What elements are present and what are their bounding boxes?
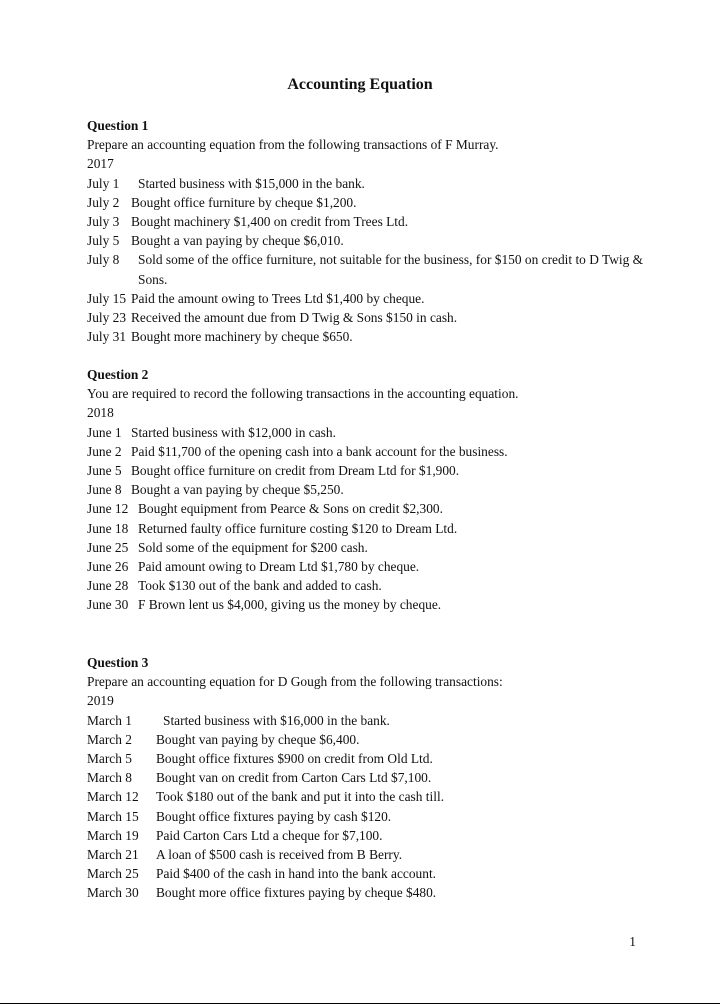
question-1-heading: Question 1 <box>87 118 149 133</box>
page-title: Accounting Equation <box>287 76 433 93</box>
transaction-row <box>87 845 647 864</box>
transaction-row <box>87 461 647 480</box>
transaction-date: June 25 <box>87 539 129 555</box>
transaction-row <box>87 212 647 231</box>
transaction-row <box>87 442 647 461</box>
question-3-year: 2019 <box>87 693 114 709</box>
transaction-row <box>87 480 647 499</box>
transaction-date: March 25 <box>87 866 139 882</box>
transaction-date: July 1 <box>87 175 120 191</box>
transaction-row <box>87 768 647 787</box>
transaction-date: June 12 <box>87 501 129 517</box>
transaction-date: June 1 <box>87 424 122 440</box>
transaction-description: Sold some of the office furniture, not suitable for the business, for $150 on credit to D Twig & Sons. <box>138 252 644 287</box>
question-2-heading: Question 2 <box>87 367 149 382</box>
transaction-row <box>87 595 647 614</box>
transaction-date: June 2 <box>87 443 122 459</box>
transaction-date: July 31 <box>87 329 127 345</box>
transaction-row <box>87 730 647 749</box>
transaction-description: Bought office furniture by cheque $1,200. <box>131 194 357 210</box>
transaction-description: Started business with $15,000 in the bank. <box>138 175 365 191</box>
transaction-row <box>87 826 647 845</box>
transaction-row <box>87 174 647 193</box>
transaction-date: June 28 <box>87 578 129 594</box>
transaction-date: June 5 <box>87 462 122 478</box>
question-2-year: 2018 <box>87 405 114 421</box>
transaction-description: Bought office fixtures paying by cash $120. <box>156 808 392 824</box>
transaction-description: Sold some of the equipment for $200 cash. <box>138 539 368 555</box>
transaction-description: Took $130 out of the bank and added to cash. <box>138 578 382 594</box>
transaction-row <box>87 883 647 902</box>
transaction-description: Bought office fixtures $900 on credit from Old Ltd. <box>156 750 433 766</box>
transaction-row <box>87 308 647 327</box>
transaction-row <box>87 231 647 250</box>
question-3-section <box>87 653 647 902</box>
transaction-description: Bought more machinery by cheque $650. <box>131 329 353 345</box>
transaction-date: June 26 <box>87 558 129 574</box>
transaction-date: March 19 <box>87 827 139 843</box>
transaction-description: Bought a van paying by cheque $5,250. <box>131 482 344 498</box>
transaction-row <box>87 193 647 212</box>
question-2-section <box>87 365 647 614</box>
transaction-date: March 21 <box>87 846 139 862</box>
transaction-row <box>87 807 647 826</box>
page-bottom-divider <box>0 1003 720 1004</box>
transaction-date: July 15 <box>87 290 127 306</box>
question-2-instruction: You are required to record the following transactions in the accounting equation. <box>87 386 519 402</box>
transaction-row <box>87 327 647 346</box>
transaction-date: March 5 <box>87 750 132 766</box>
transaction-row <box>87 576 647 595</box>
transaction-description: Paid amount owing to Dream Ltd $1,780 by cheque. <box>138 558 420 574</box>
transaction-description: Paid the amount owing to Trees Ltd $1,400 by cheque. <box>131 290 425 306</box>
transaction-date: March 2 <box>87 731 132 747</box>
transaction-description: Took $180 out of the bank and put it into the cash till. <box>156 789 445 805</box>
transaction-description: Returned faulty office furniture costing $120 to Dream Ltd. <box>138 520 458 536</box>
transaction-description: Started business with $12,000 in cash. <box>131 424 336 440</box>
transaction-date: July 8 <box>87 252 120 268</box>
transaction-date: March 15 <box>87 808 139 824</box>
transaction-description: Bought van paying by cheque $6,400. <box>156 731 360 747</box>
transaction-description: Bought a van paying by cheque $6,010. <box>131 233 344 249</box>
transaction-description: Bought office furniture on credit from Dream Ltd for $1,900. <box>131 462 460 478</box>
transaction-date: March 12 <box>87 789 139 805</box>
transaction-description: Bought equipment from Pearce & Sons on credit $2,300. <box>138 501 443 517</box>
transaction-row <box>87 519 647 538</box>
transaction-date: July 23 <box>87 309 127 325</box>
question-3-instruction: Prepare an accounting equation for D Gough from the following transactions: <box>87 674 503 690</box>
transaction-date: July 2 <box>87 194 120 210</box>
transaction-description: Paid Carton Cars Ltd a cheque for $7,100. <box>156 827 383 843</box>
transaction-row <box>87 711 647 730</box>
transaction-description: Bought more office fixtures paying by cheque $480. <box>156 885 437 901</box>
question-3-heading: Question 3 <box>87 655 149 670</box>
transaction-row <box>87 499 647 518</box>
transaction-description: A loan of $500 cash is received from B Berry. <box>156 846 403 862</box>
transaction-row <box>87 749 647 768</box>
transaction-row <box>87 289 647 308</box>
question-1-section <box>87 116 647 346</box>
transaction-date: June 30 <box>87 597 129 613</box>
transaction-date: March 30 <box>87 885 139 901</box>
transaction-row <box>87 787 647 806</box>
transaction-row <box>87 250 647 288</box>
transaction-description: Received the amount due from D Twig & Sons $150 in cash. <box>131 309 458 325</box>
transaction-description: Paid $400 of the cash in hand into the bank account. <box>156 866 437 882</box>
transaction-description: Started business with $16,000 in the bank. <box>163 712 390 728</box>
transaction-date: June 8 <box>87 482 122 498</box>
transaction-description: Bought van on credit from Carton Cars Ltd $7,100. <box>156 770 432 786</box>
transaction-row <box>87 423 647 442</box>
transaction-date: July 5 <box>87 233 120 249</box>
transaction-row <box>87 557 647 576</box>
transaction-date: March 1 <box>87 712 132 728</box>
transaction-description: Paid $11,700 of the opening cash into a bank account for the business. <box>131 443 508 459</box>
transaction-row <box>87 864 647 883</box>
transaction-description: Bought machinery $1,400 on credit from Trees Ltd. <box>131 213 409 229</box>
transaction-row <box>87 538 647 557</box>
page-number: 1 <box>629 934 636 949</box>
transaction-date: March 8 <box>87 770 132 786</box>
transaction-date: July 3 <box>87 213 120 229</box>
question-1-instruction: Prepare an accounting equation from the following transactions of F Murray. <box>87 137 499 153</box>
transaction-description: F Brown lent us $4,000, giving us the money by cheque. <box>138 597 442 613</box>
transaction-date: June 18 <box>87 520 129 536</box>
question-1-year: 2017 <box>87 156 114 172</box>
